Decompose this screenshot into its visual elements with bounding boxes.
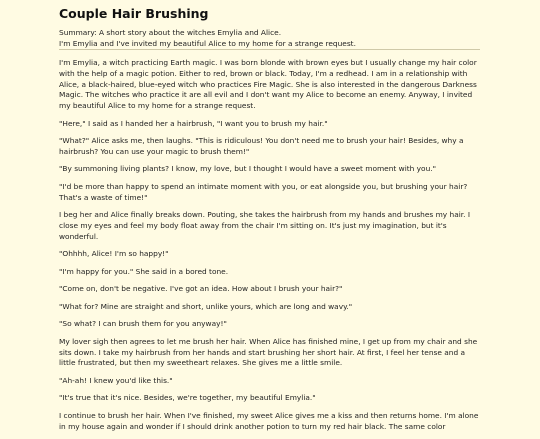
story-body — [59, 58, 481, 439]
story-paragraph: My lover sigh then agrees to let me brush her hair. When Alice has finished mine, I get up from my chair and she sits down. I take my hairbrush from her hands and start brushing her short hair. At first, I feel her tense and a little frustrated, but then my sweetheart relaxes. She gives me a little smile. — [59, 336, 478, 368]
story-summary — [59, 28, 489, 49]
story-paragraph: "Here," I said as I handed her a hairbrush, "I want you to brush my hair." — [59, 118, 328, 128]
story-paragraph: "What for? Mine are straight and short, unlike yours, which are long and wavy." — [59, 301, 353, 311]
story-paragraph: "What?" Alice asks me, then laughs. "This is ridiculous! You don't need me to brush your hair! Besides, why a hairbrush? You can use your magic to brush them!" — [59, 136, 464, 156]
story-paragraph: "Ohhhh, Alice! I'm so happy!" — [59, 249, 169, 259]
story-paragraph: "By summoning living plants? I know, my love, but I thought I would have a sweet moment with you." — [59, 164, 437, 174]
story-paragraph: I'm Emylia, a witch practicing Earth magic. I was born blonde with brown eyes but I usually change my hair color with the help of a magic potion. Either to red, brown or black. Today, I'm a redhead. I am in a relationship with Alice, a black-haired, blue-eyed witch who practices Fire Magic. She is also interested in the dangerous Darkness Magic. The witches who practice it are all evil and I don't want my Alice to become an enemy. Anyway, I invited my beautiful Alice to my home for a strange request. — [59, 58, 477, 111]
story-paragraph: "It's true that it's nice. Besides, we're together, my beautiful Emylia." — [59, 393, 316, 403]
story-title: Couple Hair Brushing — [59, 6, 209, 21]
story-paragraph: I continue to brush her hair. When I've finished, my sweet Alice gives me a kiss and then returns home. I'm alone in my house again and wonder if I should drink another potion to turn my red hair black. The same color — [59, 410, 479, 431]
summary-line: I'm Emylia and I've invited my beautiful Alice to my home for a strange request. — [59, 38, 356, 48]
story-paragraph: "I'd be more than happy to spend an intimate moment with you, or eat alongside you, but brushing your hair? That's a waste of time!" — [59, 181, 468, 202]
summary-line: Summary: A short story about the witches Emylia and Alice. — [59, 28, 282, 37]
story-paragraph: I beg her and Alice finally breaks down. Pouting, she takes the hairbrush from my hands and brushes my hair. I close my eyes and feel my body float away from the chair I'm sitting on. It's just my imagination, but it's wonderful. — [59, 210, 471, 241]
story-paragraph: "Ah-ah! I knew you'd like this." — [59, 375, 173, 385]
story-paragraph: "Come on, don't be negative. I've got an idea. How about I brush your hair?" — [59, 284, 343, 294]
divider — [59, 49, 480, 50]
story-paragraph: "So what? I can brush them for you anyway!" — [59, 319, 227, 329]
story-paragraph: "I'm happy for you." She said in a bored tone. — [59, 266, 229, 276]
